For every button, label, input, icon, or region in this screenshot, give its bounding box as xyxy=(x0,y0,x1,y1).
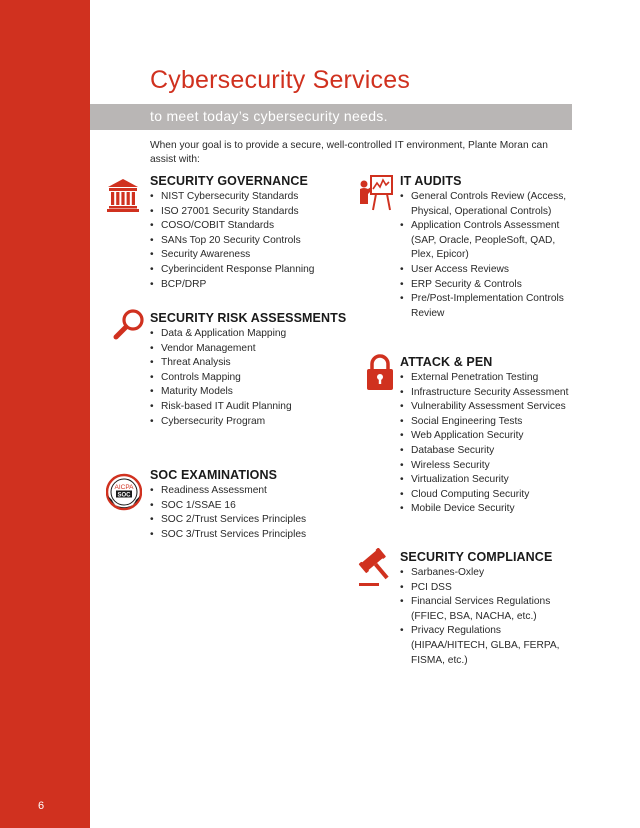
seal-center-text: SOC xyxy=(117,492,131,499)
list-item: • Risk-based IT Audit Planning xyxy=(150,400,350,415)
list-item: • External Penetration Testing xyxy=(400,371,580,386)
list-item: • Financial Services Regulations (FFIEC, BSA, NACHA, etc.) xyxy=(400,595,576,624)
section-it-audits xyxy=(400,174,576,321)
section-soc-examinations xyxy=(150,468,350,542)
list-item: • Social Engineering Tests xyxy=(400,415,580,430)
page-title: Cybersecurity Services xyxy=(150,66,411,94)
list-item: • Privacy Regulations (HIPAA/HITECH, GLBA, FERPA, FISMA, etc.) xyxy=(400,624,576,668)
list-item: • Web Application Security xyxy=(400,429,580,444)
bullet-list xyxy=(150,190,350,292)
list-item: • SOC 1/SSAE 16 xyxy=(150,499,350,514)
list-item: • Security Awareness xyxy=(150,248,350,263)
bullet-list xyxy=(150,327,350,429)
list-item: • Vulnerability Assessment Services xyxy=(400,400,580,415)
list-item: • Data & Application Mapping xyxy=(150,327,350,342)
list-item: • Application Controls Assessment (SAP, Oracle, PeopleSoft, QAD, Plex, Epicor) xyxy=(400,219,576,263)
list-item: • Cybersecurity Program xyxy=(150,415,350,430)
list-item: • Infrastructure Security Assessment xyxy=(400,386,580,401)
section-security-risk-assessments xyxy=(150,311,350,429)
list-item: • ERP Security & Controls xyxy=(400,278,576,293)
presenter-chart-icon xyxy=(359,174,393,214)
list-item: • ISO 27001 Security Standards xyxy=(150,205,350,220)
section-title: SECURITY GOVERNANCE xyxy=(150,174,308,188)
section-security-compliance xyxy=(400,550,576,668)
list-item: • Pre/Post-Implementation Controls Review xyxy=(400,292,576,321)
building-columns-icon xyxy=(106,178,140,212)
list-item: • Maturity Models xyxy=(150,385,350,400)
section-title: IT AUDITS xyxy=(400,174,462,188)
list-item: • Mobile Device Security xyxy=(400,502,580,517)
subtitle-bar xyxy=(90,104,572,130)
gavel-icon xyxy=(357,548,393,588)
list-item: • Cyberincident Response Planning xyxy=(150,263,350,278)
bullet-list xyxy=(400,190,576,321)
list-item: • SANs Top 20 Security Controls xyxy=(150,234,350,249)
aicpa-soc-seal-icon xyxy=(106,470,142,514)
list-item: • BCP/DRP xyxy=(150,278,350,293)
list-item: • Sarbanes-Oxley xyxy=(400,566,576,581)
list-item: • Threat Analysis xyxy=(150,356,350,371)
section-title: SOC EXAMINATIONS xyxy=(150,468,278,482)
list-item: • Readiness Assessment xyxy=(150,484,350,499)
list-item: • Virtualization Security xyxy=(400,473,580,488)
magnifying-glass-icon xyxy=(113,308,145,340)
page-number: 6 xyxy=(38,800,45,812)
section-security-governance xyxy=(150,174,350,292)
section-title: ATTACK & PEN xyxy=(400,355,493,369)
list-item: • NIST Cybersecurity Standards xyxy=(150,190,350,205)
seal-top-text: AICPA xyxy=(114,484,134,491)
list-item: • PCI DSS xyxy=(400,581,576,596)
list-item: • Vendor Management xyxy=(150,342,350,357)
list-item: • SOC 2/Trust Services Principles xyxy=(150,513,350,528)
intro-paragraph: When your goal is to provide a secure, well-controlled IT environment, Plante Moran can assist with: xyxy=(150,140,548,165)
section-attack-and-pen xyxy=(400,355,580,517)
bullet-list xyxy=(150,484,350,542)
list-item: • Controls Mapping xyxy=(150,371,350,386)
left-red-sidebar xyxy=(0,0,90,828)
list-item: • SOC 3/Trust Services Principles xyxy=(150,528,350,543)
padlock-icon xyxy=(365,354,395,392)
bullet-list xyxy=(400,371,580,517)
list-item: • COSO/COBIT Standards xyxy=(150,219,350,234)
list-item: • Cloud Computing Security xyxy=(400,488,580,503)
list-item: • Database Security xyxy=(400,444,580,459)
subtitle: to meet today’s cybersecurity needs. xyxy=(150,108,388,124)
list-item: • General Controls Review (Access, Physical, Operational Controls) xyxy=(400,190,576,219)
list-item: • Wireless Security xyxy=(400,459,580,474)
bullet-list xyxy=(400,566,576,668)
section-title: SECURITY RISK ASSESSMENTS xyxy=(150,311,347,325)
section-title: SECURITY COMPLIANCE xyxy=(400,550,553,564)
list-item: • User Access Reviews xyxy=(400,263,576,278)
